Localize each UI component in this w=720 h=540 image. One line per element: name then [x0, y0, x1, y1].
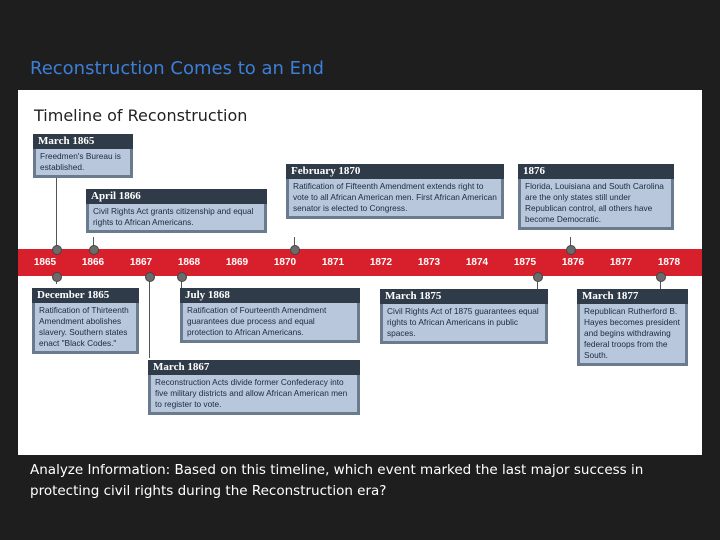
event-dot — [52, 272, 62, 282]
event-card-1876 — [518, 164, 674, 230]
event-date: March 1865 — [33, 134, 133, 149]
connector-march-1865 — [56, 174, 57, 249]
year-label: 1866 — [81, 257, 105, 268]
year-label: 1878 — [657, 257, 681, 268]
year-label: 1868 — [177, 257, 201, 268]
year-label: 1865 — [33, 257, 57, 268]
year-label: 1876 — [561, 257, 585, 268]
connector-march-1867 — [149, 276, 150, 358]
event-card-july-1868 — [180, 288, 360, 343]
event-text: Civil Rights Act of 1875 guarantees equal rights to African Americans in public spaces. — [383, 304, 545, 341]
event-date: 1876 — [518, 164, 674, 179]
event-card-march-1875 — [380, 289, 548, 344]
event-dot — [290, 245, 300, 255]
event-text: Freedmen's Bureau is established. — [36, 149, 130, 175]
year-label: 1875 — [513, 257, 537, 268]
event-dot — [656, 272, 666, 282]
event-date: April 1866 — [86, 189, 267, 204]
event-card-march-1867 — [148, 360, 360, 415]
event-dot — [566, 245, 576, 255]
timeline-title: Timeline of Reconstruction — [34, 106, 248, 125]
event-date: December 1865 — [32, 288, 139, 303]
question-text: Analyze Information: Based on this timeline, which event marked the last major success in protecting civil rights during the Reconstruction era? — [30, 462, 644, 499]
event-card-dec-1865 — [32, 288, 139, 354]
year-label: 1867 — [129, 257, 153, 268]
event-date: March 1875 — [380, 289, 548, 304]
event-text: Florida, Louisiana and South Carolina are the only states still under Republican control, all others have become Democratic. — [521, 179, 671, 227]
event-text: Ratification of Fourteenth Amendment guarantees due process and equal protection to African Americans. — [183, 303, 357, 340]
year-label: 1874 — [465, 257, 489, 268]
event-dot — [89, 245, 99, 255]
year-label: 1877 — [609, 257, 633, 268]
slide-title: Reconstruction Comes to an End — [30, 58, 324, 79]
event-text: Reconstruction Acts divide former Confederacy into five military districts and allow African American men to register to vote. — [151, 375, 357, 412]
event-card-april-1866 — [86, 189, 267, 233]
event-card-feb-1870 — [286, 164, 504, 219]
event-dot — [52, 245, 62, 255]
event-text: Republican Rutherford B. Hayes becomes president and begins withdrawing federal troops from the South. — [580, 304, 685, 363]
event-text: Civil Rights Act grants citizenship and equal rights to African Americans. — [89, 204, 264, 230]
event-date: July 1868 — [180, 288, 360, 303]
event-text: Ratification of Thirteenth Amendment abolishes slavery. Southern states enact "Black Codes." — [35, 303, 136, 351]
event-date: March 1867 — [148, 360, 360, 375]
event-dot — [145, 272, 155, 282]
event-card-march-1877 — [577, 289, 688, 366]
event-text: Ratification of Fifteenth Amendment extends right to vote to all African American men. First African American senator is elected to Congress. — [289, 179, 501, 216]
year-label: 1869 — [225, 257, 249, 268]
event-dot — [533, 272, 543, 282]
year-label: 1870 — [273, 257, 297, 268]
event-date: February 1870 — [286, 164, 504, 179]
year-label: 1871 — [321, 257, 345, 268]
timeline-panel — [18, 90, 702, 455]
year-label: 1873 — [417, 257, 441, 268]
year-label: 1872 — [369, 257, 393, 268]
event-date: March 1877 — [577, 289, 688, 304]
event-card-march-1865 — [33, 134, 133, 178]
event-dot — [177, 272, 187, 282]
